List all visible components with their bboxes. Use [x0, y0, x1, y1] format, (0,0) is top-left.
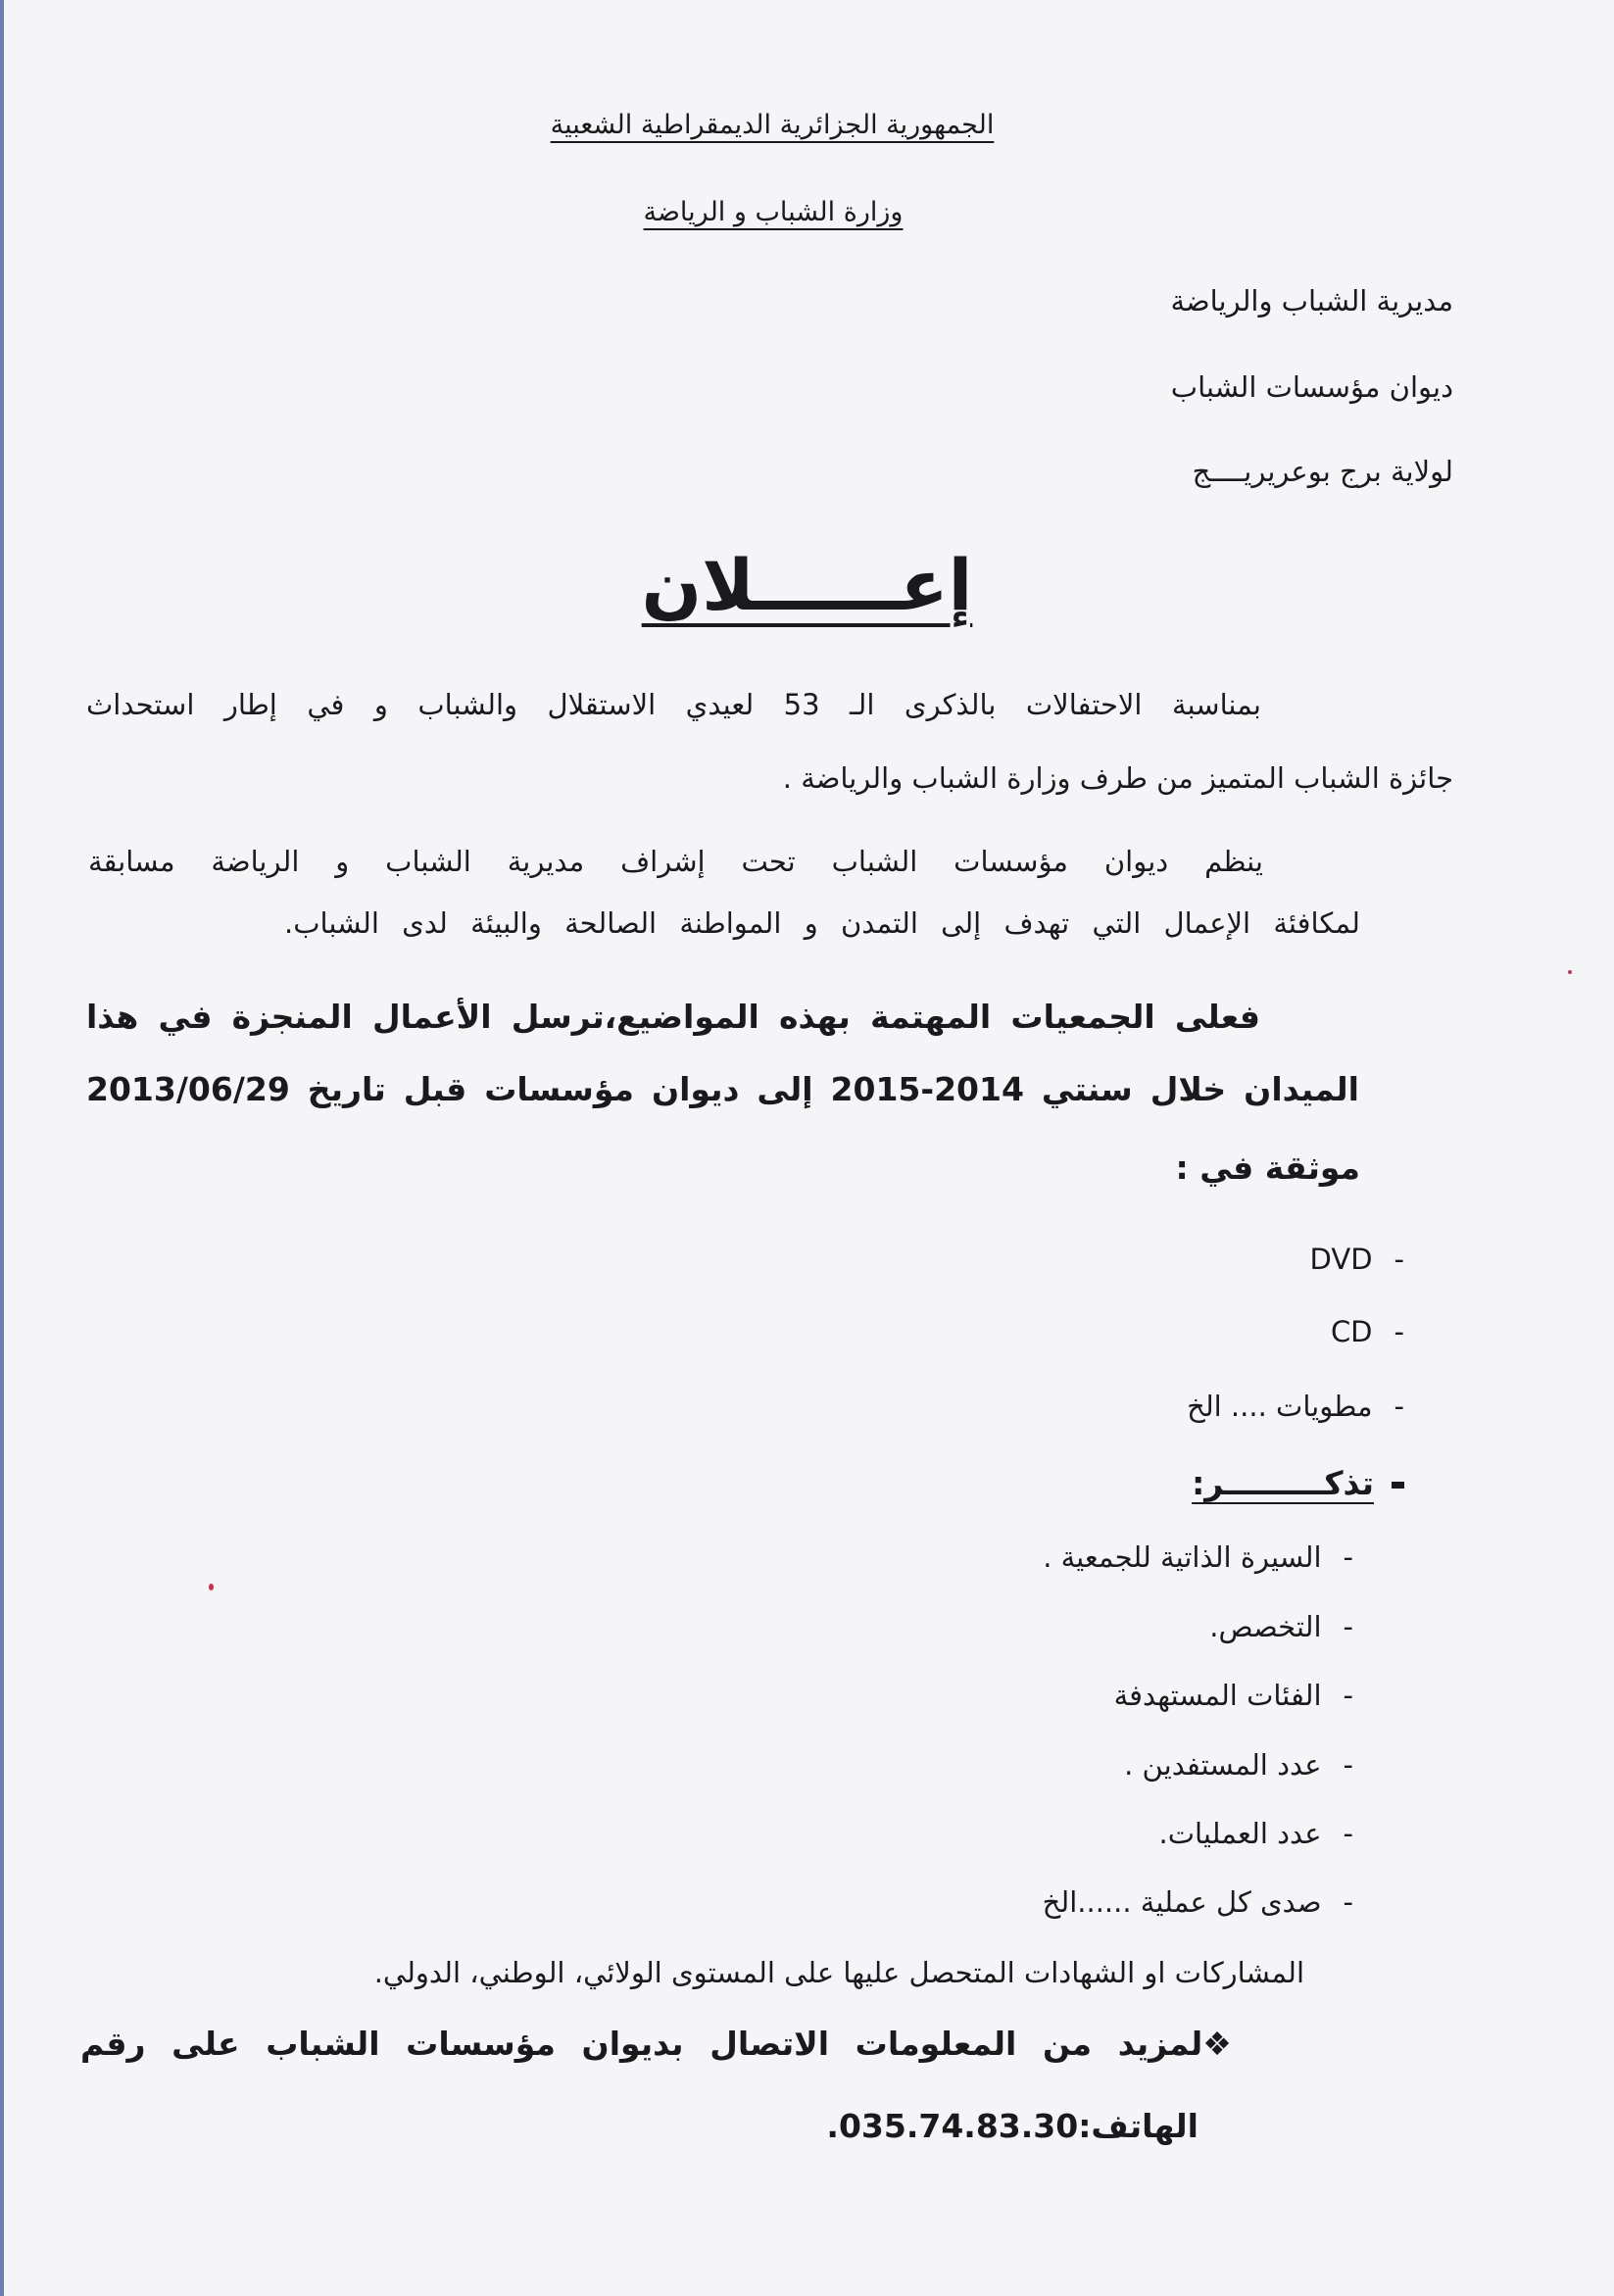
call-line-1: فعلى الجمعيات المهتمة بهذه المواضيع،ترسل الأعمال المنجزة في هذا: [86, 998, 1260, 1036]
call-line-3: موثقة في :: [1175, 1148, 1360, 1187]
remember-item: [1043, 1885, 1353, 1919]
scan-edge: [0, 0, 4, 2296]
remember-heading-label: تذكـــــــــر:: [1192, 1464, 1374, 1502]
bullet-dash: -: [1394, 1390, 1404, 1423]
remember-item-label: عدد المستفدين .: [1124, 1748, 1322, 1782]
org-province: لولاية برج بوعريريــــج: [1192, 455, 1453, 488]
media-item-label: CD: [1330, 1315, 1373, 1348]
organize-line-2: لمكافئة الإعمال التي تهدف إلى التمدن و المواطنة الصالحة والبيئة لدى الشباب.: [284, 906, 1360, 940]
media-item-leaflets: [1187, 1390, 1404, 1423]
phone-number: 035.74.83.30: [838, 2107, 1079, 2145]
ink-speck: [209, 1584, 214, 1590]
republic-header: الجمهورية الجزائرية الديمقراطية الشعبية: [550, 110, 995, 140]
media-item-dvd: [1310, 1243, 1404, 1276]
contact-line-label: لمزيد من المعلومات الاتصال بديوان مؤسسات الشباب على رقم: [80, 2025, 1203, 2063]
remember-item-label: الفئات المستهدفة: [1113, 1679, 1322, 1712]
remember-item: [1209, 1610, 1353, 1643]
call-line-2: الميدان خلال سنتي 2014-2015 إلى ديوان مؤسسات قبل تاريخ 2013/06/29: [86, 1070, 1359, 1108]
remember-item: [1043, 1540, 1353, 1574]
remember-item: [1124, 1748, 1353, 1782]
remember-item: [1159, 1817, 1353, 1850]
remember-item: [1114, 1679, 1353, 1712]
ministry-header: وزارة الشباب و الرياضة: [643, 197, 904, 227]
remember-item-label: صدى كل عملية ......الخ: [1042, 1885, 1322, 1919]
bullet-dash: -: [1343, 1885, 1353, 1919]
media-item-cd: [1331, 1315, 1404, 1348]
intro-line-1: بمناسبة الاحتفالات بالذكرى الـ 53 لعيدي الاستقلال والشباب و في إطار استحداث: [86, 688, 1261, 721]
bullet-square-icon: [1392, 1482, 1404, 1489]
bullet-dash: -: [1394, 1315, 1404, 1348]
bullet-dash: -: [1343, 1817, 1353, 1850]
bullet-dash: -: [1394, 1243, 1404, 1276]
org-directorate: مديرية الشباب والرياضة: [1170, 284, 1453, 318]
contact-line-1: [80, 2025, 1247, 2063]
organize-line-1: ينظم ديوان مؤسسات الشباب تحت إشراف مديرية الشباب و الرياضة مسابقة: [88, 845, 1263, 878]
contact-phone-line: [826, 2107, 1198, 2145]
ink-speck: [1568, 970, 1572, 974]
remember-item-label: التخصص.: [1209, 1610, 1322, 1643]
org-office: ديوان مؤسسات الشباب: [1170, 370, 1453, 404]
media-item-label: DVD: [1309, 1243, 1373, 1276]
media-item-label: مطويات .... الخ: [1187, 1390, 1373, 1423]
bullet-dash: -: [1343, 1679, 1353, 1712]
phone-label: الهاتف:: [1078, 2107, 1198, 2145]
announcement-title: إعــــــلان: [641, 544, 973, 626]
remember-heading: [1192, 1464, 1404, 1502]
phone-end: .: [826, 2107, 839, 2145]
bullet-dash: -: [1343, 1540, 1353, 1574]
bullet-dash: -: [1343, 1610, 1353, 1643]
remember-note: المشاركات او الشهادات المتحصل عليها على المستوى الولائي، الوطني، الدولي.: [373, 1956, 1304, 1989]
remember-item-label: عدد العمليات.: [1158, 1817, 1322, 1850]
diamond-bullet-icon: ❖: [1202, 2025, 1247, 2063]
bullet-dash: -: [1343, 1748, 1353, 1782]
remember-item-label: السيرة الذاتية للجمعية .: [1043, 1540, 1322, 1574]
intro-line-2: جائزة الشباب المتميز من طرف وزارة الشباب والرياضة .: [782, 761, 1453, 795]
